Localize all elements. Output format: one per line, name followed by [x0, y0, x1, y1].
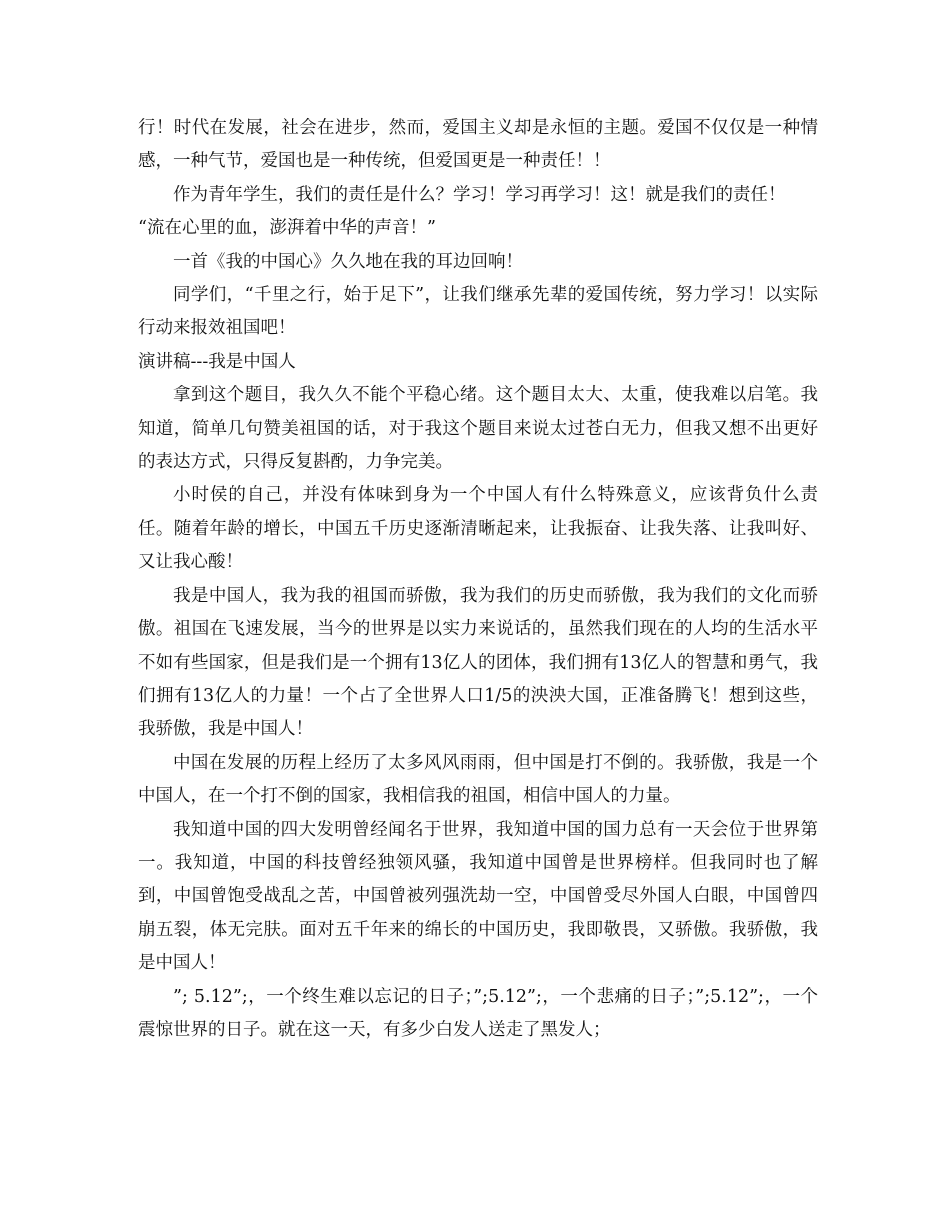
paragraph-3: “流在心里的血，澎湃着中华的声音！” — [138, 218, 436, 239]
paragraph-7: 拿到这个题目，我久久不能个平稳心绪。这个题目太大、太重，使我难以启笔。我知道，简单几句赞美祖国的话，对于我这个题目来说太过苍白无力，但我又想不出更好的表达方式，只得反复斟酌，力争完美。 — [138, 385, 818, 473]
paragraph-2: 作为青年学生，我们的责任是什么？学习！学习再学习！这！就是我们的责任！ — [173, 184, 786, 205]
paragraph-10: 中国在发展的历程上经历了太多风风雨雨，但中国是打不倒的。我骄傲，我是一个中国人，在一个打不倒的国家，我相信我的祖国，相信中国人的力量。 — [138, 752, 818, 807]
paragraph-11: 我知道中国的四大发明曾经闻名于世界，我知道中国的国力总有一天会位于世界第一。我知道，中国的科技曾经独领风骚，我知道中国曾是世界榜样。但我同时也了解到，中国曾饱受战乱之苦，中国曾被列强洗劫一空，中国曾受尽外国人白眼，中国曾四崩五裂，体无完肤。面对五千年来的绵长的中国历史，我即敬畏，又骄傲。我骄傲，我是中国人！ — [138, 819, 818, 974]
paragraph-9: 我是中国人，我为我的祖国而骄傲，我为我们的历史而骄傲，我为我们的文化而骄傲。祖国在飞速发展，当今的世界是以实力来说话的，虽然我们现在的人均的生活水平不如有些国家，但是我们是一个拥有13亿人的团体，我们拥有13亿人的智慧和勇气，我们拥有13亿人的力量！一个占了全世界人口1/5的泱泱大国，正准备腾飞！想到这些，我骄傲，我是中国人！ — [138, 585, 818, 740]
document-page — [138, 112, 818, 1047]
paragraph-5: 同学们，“千里之行，始于足下”，让我们继承先辈的爱国传统，努力学习！以实际行动来报效祖国吧！ — [138, 285, 818, 339]
section-heading: 演讲稿---我是中国人 — [138, 351, 296, 372]
paragraph-12: ”; 5.12”;，一个终生难以忘记的日子；”;5.12”;，一个悲痛的日子；”;5.12”;，一个震惊世界的日子。就在这一天，有多少白发人送走了黑发人； — [138, 986, 818, 1040]
paragraph-8: 小时侯的自己，并没有体味到身为一个中国人有什么特殊意义，应该背负什么责任。随着年龄的增长，中国五千历史逐渐清晰起来，让我振奋、让我失落、让我叫好、又让我心酸！ — [138, 485, 818, 573]
paragraph-4: 一首《我的中国心》久久地在我的耳边回响！ — [173, 251, 523, 272]
paragraph-1: 行！时代在发展，社会在进步，然而，爱国主义却是永恒的主题。爱国不仅仅是一种情感，一种气节，爱国也是一种传统，但爱国更是一种责任！！ — [138, 118, 818, 172]
